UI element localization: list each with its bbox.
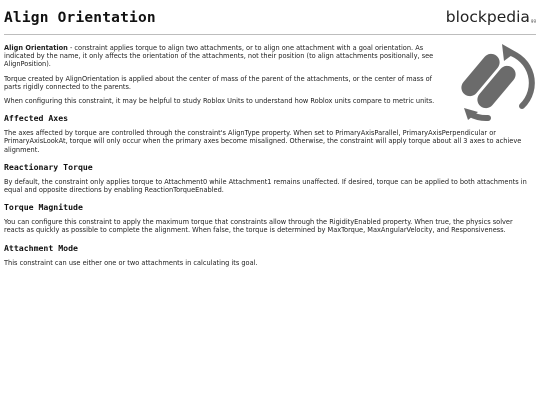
intro-section [4,44,536,105]
section-heading-torque-magnitude: Torque Magnitude [4,202,83,213]
intro-paragraph-2: Torque created by AlignOrientation is applied about the center of mass of the parent of the attachments, or the center of mass of parts rigidly connected to the parents. [4,74,432,91]
rotation-arrowhead-top [502,44,516,61]
page-header [4,8,536,34]
rotation-arc-lower [470,114,488,118]
align-orientation-icon [458,42,538,122]
article-body [4,44,536,273]
section-heading-affected-axes: Affected Axes [4,113,69,124]
section-body-torque-magnitude: You can configure this constraint to apply the maximum torque that constraints allow through the RigidityEnabled property. When true, the physics solver reacts as quickly as possible to complete the alignment. When false, the torque is determined by MaxTorque, MaxAngularVelocity, and Responsiveness. [4,218,513,235]
section-heading-attachment-mode: Attachment Mode [4,242,78,253]
intro-text [4,44,448,105]
site-logo[interactable] [446,8,536,26]
intro-term: Align Orientation [4,44,68,52]
intro-description: - constraint applies torque to align two attachments, or to align one attachment with a goal orientation. As indicated by the name, it only affects the orientation of the attachments, not their position (to align attachments positionally, see AlignPosition). [4,44,434,69]
intro-paragraph-1 [4,44,448,69]
intro-paragraph-3: When configuring this constraint, it may be helpful to study Roblox Units to understand how Roblox units compare to metric units. [4,97,435,106]
section-heading-reactionary-torque: Reactionary Torque [4,161,93,172]
section-body-reactionary-torque: By default, the constraint only applies torque to Attachment0 while Attachment1 remains unaffected. If desired, torque can be applied to both attachments in equal and opposite directions by enabling ReactionTorqueEnabled. [4,177,527,195]
header-divider [4,34,536,35]
section-body-affected-axes: The axes affected by torque are controlled through the constraint's AlignType property. When set to PrimaryAxisParallel, PrimaryAxisPerpendicular or PrimaryAxisLookAt, torque will only occur when the primary axes become misaligned. Otherwise, the constraint will apply torque about all 3 axes to achieve alignment. [4,129,522,154]
brand-suffix: gg [530,18,536,23]
section-body-attachment-mode: This constraint can use either one or two attachments in calculating its goal. [4,258,258,267]
brand-name: blockpedia [445,8,530,26]
page-title: Align Orientation [4,10,156,26]
